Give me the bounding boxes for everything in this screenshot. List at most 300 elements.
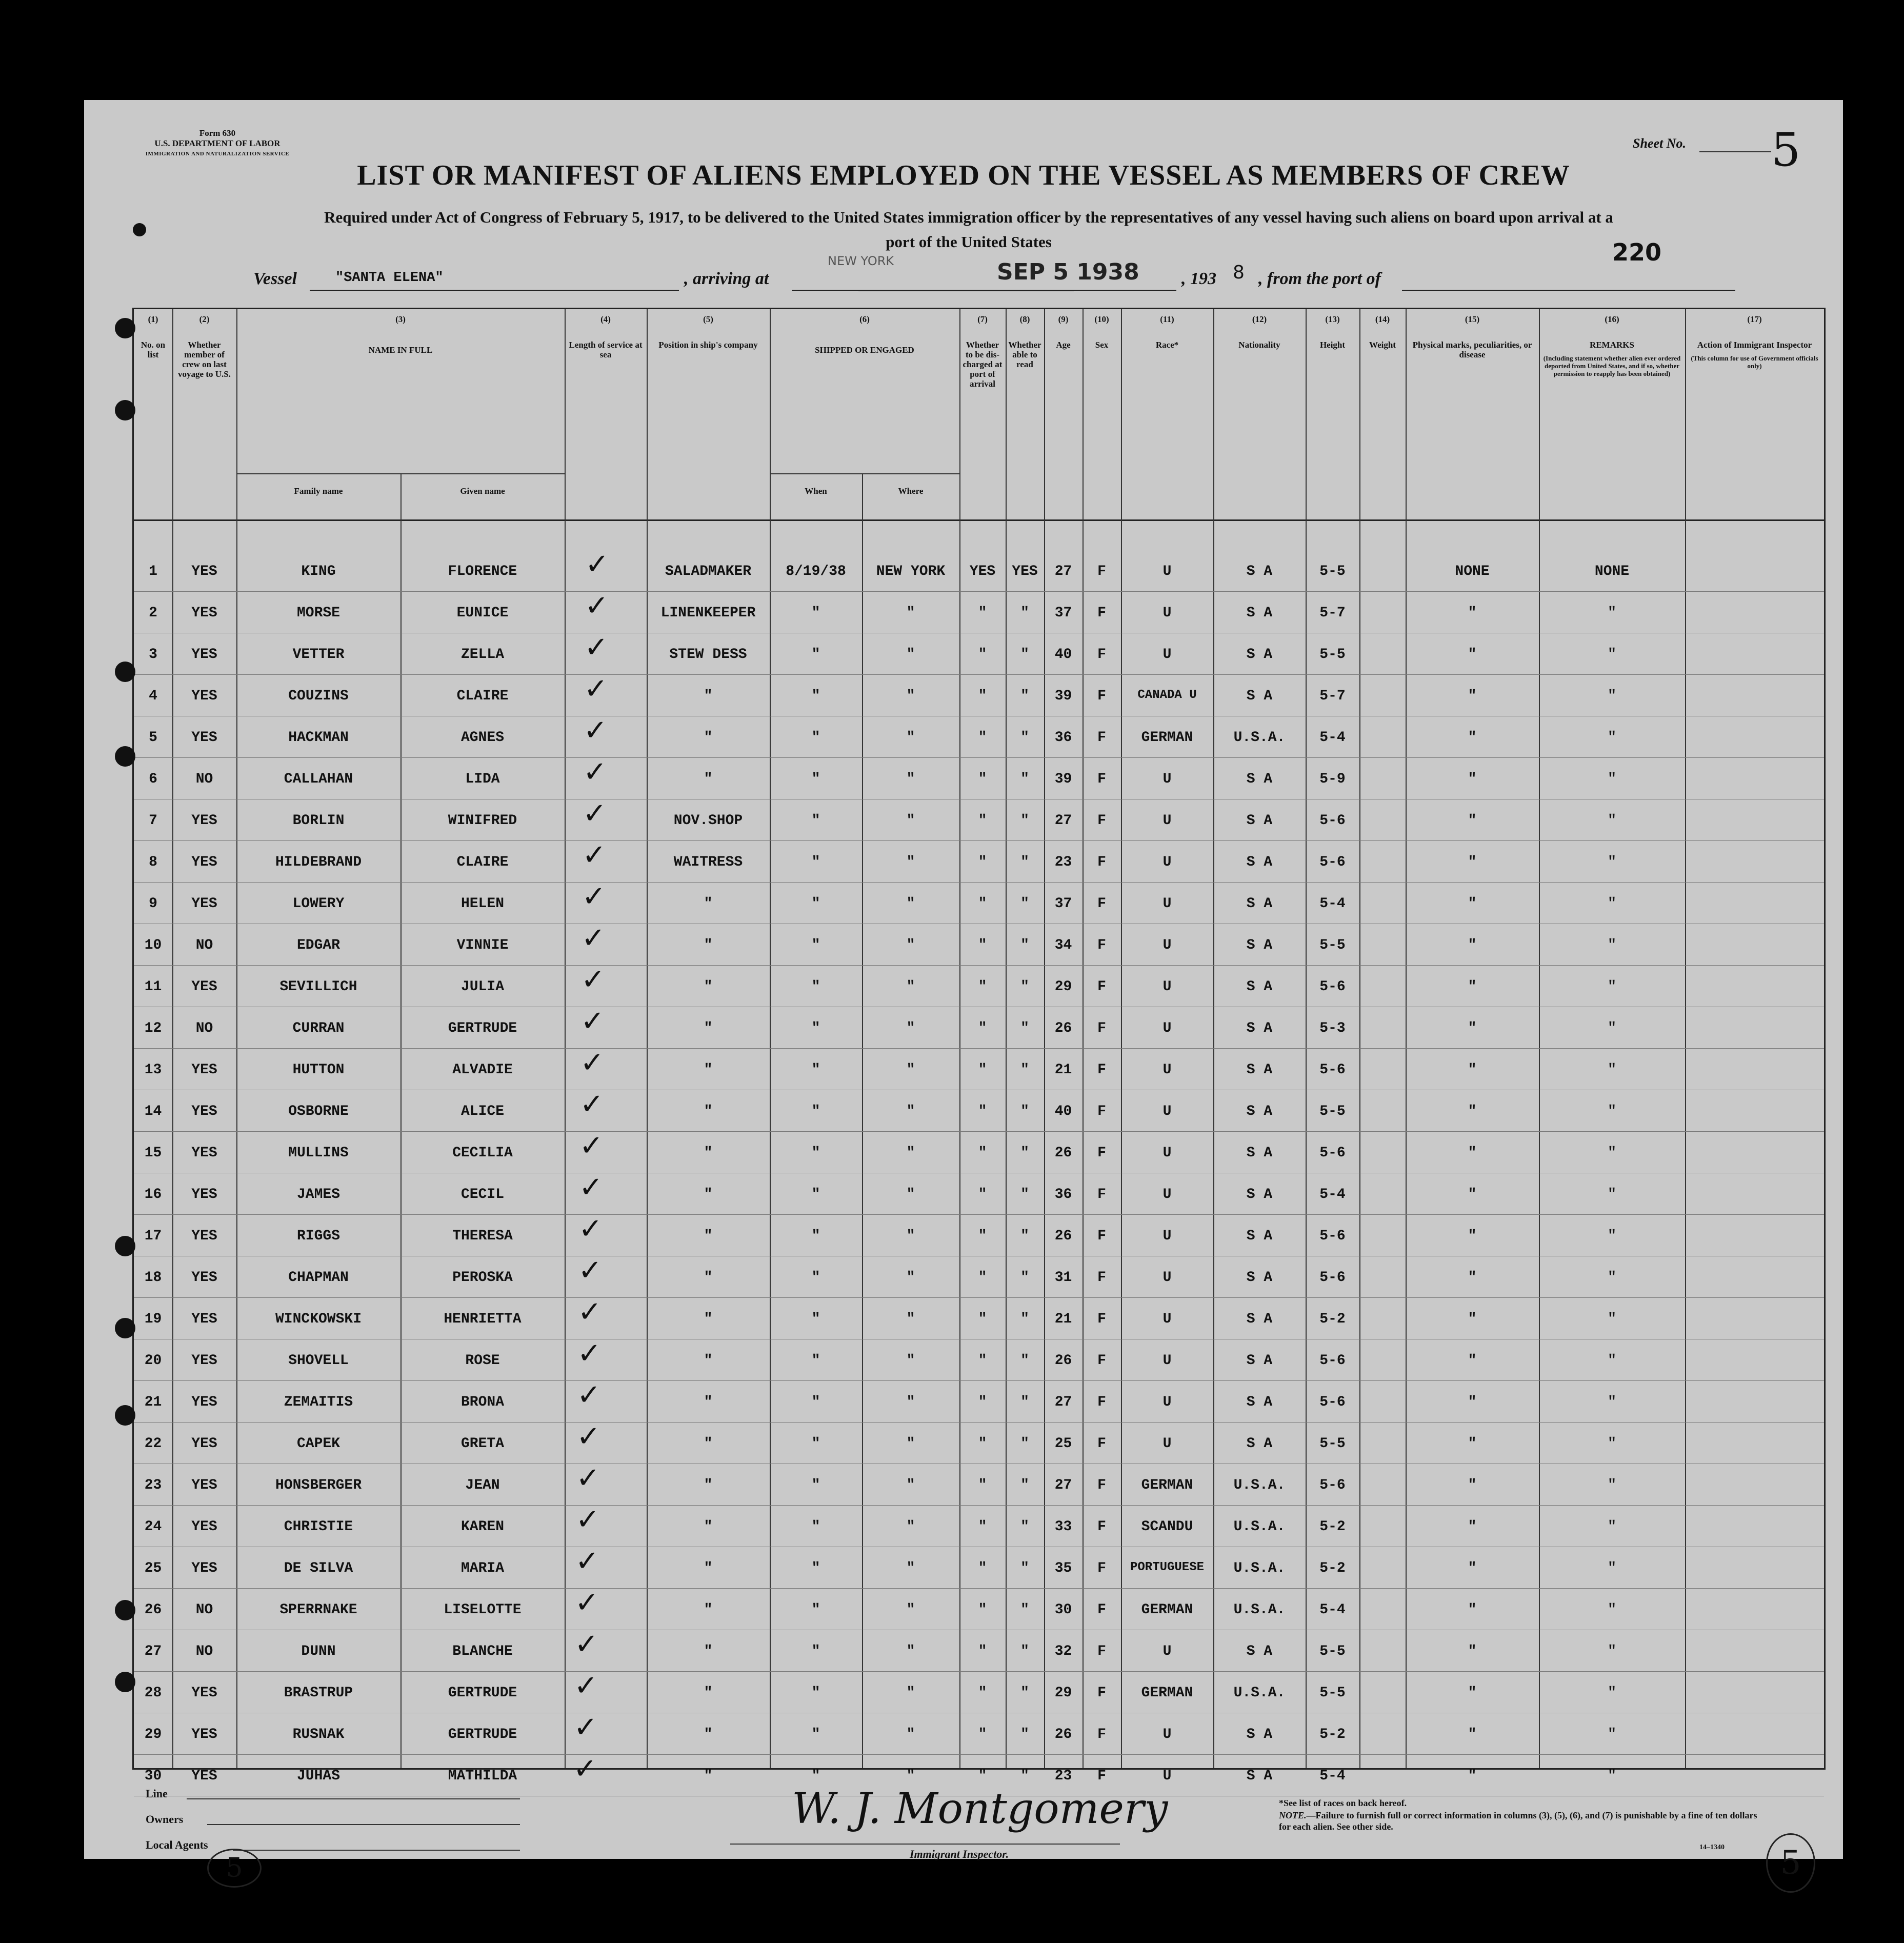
cell-sex: F xyxy=(1097,688,1106,704)
cell-nationality: U.S.A. xyxy=(1233,1685,1286,1701)
cell-crew: YES xyxy=(191,1104,217,1119)
cell-read: " xyxy=(1020,688,1029,704)
cell-when: " xyxy=(811,1685,820,1701)
cell-sex: F xyxy=(1097,937,1106,953)
column-header: Nationality xyxy=(1238,340,1280,350)
punch-hole xyxy=(115,1405,135,1426)
cell-remarks: " xyxy=(1608,1020,1616,1036)
cell-read: " xyxy=(1020,1353,1029,1369)
cell-race: GERMAN xyxy=(1141,1685,1193,1701)
cell-given: VINNIE xyxy=(456,937,509,953)
cell-sex: F xyxy=(1097,813,1106,829)
cell-age: 26 xyxy=(1054,1228,1072,1244)
cell-age: 40 xyxy=(1054,647,1072,663)
column-header: REMARKS xyxy=(1590,340,1634,350)
cell-remarks: " xyxy=(1608,1353,1616,1369)
cell-given: BRONA xyxy=(460,1394,504,1410)
cell-discharged: " xyxy=(978,1062,987,1078)
cell-sex: F xyxy=(1097,1560,1106,1576)
column-divider xyxy=(1006,309,1007,1768)
cell-crew: YES xyxy=(191,730,217,746)
cell-race: U xyxy=(1163,1228,1172,1244)
cell-family: CHRISTIE xyxy=(284,1519,353,1535)
service-checkmark: ✓ xyxy=(578,1254,603,1287)
cell-position: " xyxy=(704,979,713,995)
note-text: —Failure to furnish full or correct information in columns (3), (5), (6), and (7) is punishable by a fine of ten dollars for each alien. See other side. xyxy=(1279,1810,1757,1832)
cell-marks: " xyxy=(1468,688,1477,704)
cell-height: 5-5 xyxy=(1319,1644,1346,1659)
cell-age: 29 xyxy=(1054,979,1072,995)
cell-age: 26 xyxy=(1054,1727,1072,1742)
cell-where: " xyxy=(906,1560,915,1576)
cell-marks: " xyxy=(1468,1727,1477,1742)
cell-age: 30 xyxy=(1054,1602,1072,1618)
cell-remarks: " xyxy=(1608,1311,1616,1327)
cell-crew: YES xyxy=(191,854,217,870)
sheet-number-line xyxy=(1699,151,1771,152)
cell-height: 5-5 xyxy=(1319,1104,1346,1119)
cell-nationality: S A xyxy=(1246,1727,1273,1742)
cell-race: GERMAN xyxy=(1141,730,1193,746)
cell-race: PORTUGUESE xyxy=(1130,1560,1205,1574)
cell-no: 27 xyxy=(144,1644,162,1659)
cell-discharged: " xyxy=(978,1270,987,1286)
cell-marks: " xyxy=(1468,771,1477,787)
cell-nationality: S A xyxy=(1246,1270,1273,1286)
column-subheader: When xyxy=(805,486,827,496)
cell-height: 5-6 xyxy=(1319,1270,1346,1286)
cell-sex: F xyxy=(1097,1311,1106,1327)
cell-given: ZELLA xyxy=(460,647,504,663)
cell-discharged: " xyxy=(978,1145,987,1161)
inspector-signature: W. J. Montgomery xyxy=(792,1785,1168,1833)
row-divider xyxy=(134,1505,1824,1506)
cell-marks: " xyxy=(1468,1228,1477,1244)
cell-family: HUTTON xyxy=(292,1062,345,1078)
cell-where: " xyxy=(906,813,915,829)
cell-where: " xyxy=(906,896,915,912)
cell-nationality: S A xyxy=(1246,1020,1273,1036)
cell-position: WAITRESS xyxy=(673,854,743,870)
cell-when: " xyxy=(811,1228,820,1244)
cell-read: " xyxy=(1020,1145,1029,1161)
column-header: Whether able to read xyxy=(1008,340,1041,369)
cell-position: " xyxy=(704,1311,713,1327)
column-divider xyxy=(236,309,237,1768)
cell-crew: YES xyxy=(191,605,217,621)
cell-given: EUNICE xyxy=(456,605,509,621)
service-checkmark: ✓ xyxy=(574,1669,598,1702)
column-number: (3) xyxy=(395,314,406,324)
cell-discharged: " xyxy=(978,1519,987,1535)
service-checkmark: ✓ xyxy=(579,1171,603,1204)
cell-remarks: " xyxy=(1608,979,1616,995)
cell-given: PEROSKA xyxy=(452,1270,513,1286)
cell-when: " xyxy=(811,730,820,746)
cell-where: " xyxy=(906,1644,915,1659)
cell-discharged: " xyxy=(978,1311,987,1327)
cell-read: " xyxy=(1020,1477,1029,1493)
column-number: (2) xyxy=(199,314,210,324)
column-header: Whether to be dis-charged at port of arrival xyxy=(963,340,1003,389)
service-checkmark: ✓ xyxy=(578,1212,603,1246)
cell-crew: YES xyxy=(191,647,217,663)
cell-where: " xyxy=(906,1436,915,1452)
cell-no: 29 xyxy=(144,1727,162,1742)
cell-given: CECIL xyxy=(460,1187,504,1203)
cell-crew: YES xyxy=(191,979,217,995)
cell-height: 5-6 xyxy=(1319,1477,1346,1493)
cell-height: 5-4 xyxy=(1319,730,1346,746)
owners-underline xyxy=(207,1824,520,1825)
cell-nationality: S A xyxy=(1246,771,1273,787)
note-label: NOTE. xyxy=(1279,1810,1307,1820)
cell-marks: " xyxy=(1468,854,1477,870)
column-number: (6) xyxy=(859,314,870,324)
cell-crew: NO xyxy=(195,1020,213,1036)
punch-hole xyxy=(115,1318,135,1338)
cell-where: " xyxy=(906,1062,915,1078)
cell-sex: F xyxy=(1097,1685,1106,1701)
cell-crew: YES xyxy=(191,1685,217,1701)
cell-position: " xyxy=(704,1187,713,1203)
cell-height: 5-7 xyxy=(1319,688,1346,704)
cell-age: 23 xyxy=(1054,854,1072,870)
department-name: U.S. DEPARTMENT OF LABOR xyxy=(154,138,280,148)
cell-nationality: S A xyxy=(1246,1394,1273,1410)
cell-race: U xyxy=(1163,1270,1172,1286)
penalty-note xyxy=(1279,1810,1766,1832)
column-number: (4) xyxy=(600,314,611,324)
punch-hole xyxy=(133,223,146,236)
column-header: No. on list xyxy=(141,340,166,359)
cell-given: CLAIRE xyxy=(456,688,509,704)
cell-age: 27 xyxy=(1054,564,1072,579)
cell-position: " xyxy=(704,771,713,787)
row-divider xyxy=(134,1131,1824,1132)
cell-when: " xyxy=(811,771,820,787)
cell-remarks: " xyxy=(1608,647,1616,663)
cell-crew: NO xyxy=(195,937,213,953)
cell-crew: YES xyxy=(191,1145,217,1161)
cell-when: " xyxy=(811,1644,820,1659)
sheet-number-value: 5 xyxy=(1771,123,1801,177)
cell-discharged: " xyxy=(978,1228,987,1244)
cell-position: " xyxy=(704,1644,713,1659)
cell-nationality: S A xyxy=(1246,1353,1273,1369)
punch-hole xyxy=(115,1236,135,1256)
service-checkmark: ✓ xyxy=(583,714,608,747)
cell-height: 5-5 xyxy=(1319,1685,1346,1701)
cell-position: " xyxy=(704,1436,713,1452)
cell-remarks: " xyxy=(1608,1145,1616,1161)
row-divider xyxy=(134,591,1824,592)
cell-no: 23 xyxy=(144,1477,162,1493)
cell-age: 27 xyxy=(1054,1394,1072,1410)
cell-discharged: " xyxy=(978,647,987,663)
row-divider xyxy=(134,1754,1824,1755)
cell-when: " xyxy=(811,937,820,953)
cell-discharged: " xyxy=(978,1187,987,1203)
service-checkmark: ✓ xyxy=(573,1711,598,1744)
cell-discharged: " xyxy=(978,1644,987,1659)
cell-sex: F xyxy=(1097,1353,1106,1369)
cell-when: " xyxy=(811,854,820,870)
cell-height: 5-2 xyxy=(1319,1560,1346,1576)
cell-when: " xyxy=(811,688,820,704)
cell-no: 30 xyxy=(144,1768,162,1784)
column-divider xyxy=(959,309,960,1768)
cell-family: VETTER xyxy=(292,647,345,663)
cell-read: " xyxy=(1020,771,1029,787)
cell-given: LISELOTTE xyxy=(444,1602,522,1618)
cell-height: 5-6 xyxy=(1319,1394,1346,1410)
cell-nationality: S A xyxy=(1246,1228,1273,1244)
form-code: 14–1340 xyxy=(1699,1844,1725,1851)
cell-age: 29 xyxy=(1054,1685,1072,1701)
cell-given: GERTRUDE xyxy=(448,1020,517,1036)
column-header-note: (This column for use of Government officials only) xyxy=(1691,354,1818,370)
cell-where: " xyxy=(906,854,915,870)
cell-read: " xyxy=(1020,854,1029,870)
cell-nationality: S A xyxy=(1246,813,1273,829)
column-divider xyxy=(647,309,648,1768)
cell-marks: " xyxy=(1468,1104,1477,1119)
cell-read: " xyxy=(1020,1560,1029,1576)
cell-height: 5-6 xyxy=(1319,854,1346,870)
cell-age: 34 xyxy=(1054,937,1072,953)
cell-nationality: S A xyxy=(1246,1145,1273,1161)
cell-given: ROSE xyxy=(465,1353,500,1369)
cell-sex: F xyxy=(1097,1187,1106,1203)
column-number: (12) xyxy=(1252,314,1267,324)
cell-remarks: " xyxy=(1608,854,1616,870)
cell-family: ZEMAITIS xyxy=(284,1394,353,1410)
cell-discharged: " xyxy=(978,979,987,995)
cell-discharged: " xyxy=(978,1394,987,1410)
column-number: (15) xyxy=(1465,314,1480,324)
cell-read: YES xyxy=(1012,564,1038,579)
cell-where: " xyxy=(906,1104,915,1119)
cell-height: 5-2 xyxy=(1319,1311,1346,1327)
vessel-name: "SANTA ELENA" xyxy=(335,270,444,286)
cell-marks: NONE xyxy=(1455,564,1490,579)
cell-read: " xyxy=(1020,1644,1029,1659)
service-checkmark: ✓ xyxy=(582,838,607,872)
service-checkmark: ✓ xyxy=(579,1088,604,1121)
cell-discharged: " xyxy=(978,1560,987,1576)
cell-discharged: " xyxy=(978,1104,987,1119)
cell-nationality: S A xyxy=(1246,1104,1273,1119)
cell-age: 39 xyxy=(1054,771,1072,787)
cell-remarks: " xyxy=(1608,1104,1616,1119)
service-checkmark: ✓ xyxy=(575,1503,600,1536)
cell-sex: F xyxy=(1097,1519,1106,1535)
cell-nationality: S A xyxy=(1246,1768,1273,1784)
cell-family: HACKMAN xyxy=(288,730,349,746)
cell-position: " xyxy=(704,1020,713,1036)
cell-no: 28 xyxy=(144,1685,162,1701)
cell-age: 36 xyxy=(1054,1187,1072,1203)
column-divider xyxy=(1044,309,1045,1768)
cell-no: 24 xyxy=(144,1519,162,1535)
cell-crew: NO xyxy=(195,771,213,787)
column-subheader: Given name xyxy=(460,486,505,496)
column-header: Whether member of crew on last voyage to U.S. xyxy=(178,340,231,379)
cell-discharged: " xyxy=(978,1020,987,1036)
cell-where: " xyxy=(906,730,915,746)
cell-age: 40 xyxy=(1054,1104,1072,1119)
punch-hole xyxy=(115,1672,135,1692)
cell-discharged: " xyxy=(978,854,987,870)
column-header: Weight xyxy=(1369,340,1396,350)
cell-remarks: " xyxy=(1608,813,1616,829)
date-underline xyxy=(981,290,1176,291)
cell-discharged: " xyxy=(978,771,987,787)
cell-race: U xyxy=(1163,1436,1172,1452)
cell-when: " xyxy=(811,605,820,621)
cell-read: " xyxy=(1020,1394,1029,1410)
from-port-label: , from the port of xyxy=(1258,269,1381,288)
service-checkmark: ✓ xyxy=(584,672,608,706)
cell-read: " xyxy=(1020,730,1029,746)
cell-nationality: U.S.A. xyxy=(1233,1560,1286,1576)
arriving-port: NEW YORK xyxy=(828,254,894,268)
group-header-underline xyxy=(770,473,959,474)
service-checkmark: ✓ xyxy=(585,548,609,581)
cell-when: " xyxy=(811,813,820,829)
cell-position: " xyxy=(704,1602,713,1618)
cell-nationality: S A xyxy=(1246,1311,1273,1327)
cell-nationality: S A xyxy=(1246,1436,1273,1452)
cell-race: U xyxy=(1163,937,1172,953)
cell-nationality: S A xyxy=(1246,1644,1273,1659)
service-checkmark: ✓ xyxy=(583,755,607,789)
row-divider xyxy=(134,757,1824,758)
column-number: (1) xyxy=(148,314,158,324)
cell-sex: F xyxy=(1097,564,1106,579)
cell-crew: YES xyxy=(191,813,217,829)
cell-sex: F xyxy=(1097,771,1106,787)
cell-age: 39 xyxy=(1054,688,1072,704)
cell-crew: YES xyxy=(191,1228,217,1244)
cell-age: 26 xyxy=(1054,1020,1072,1036)
cell-family: RUSNAK xyxy=(292,1727,345,1742)
cell-read: " xyxy=(1020,1768,1029,1784)
cell-crew: YES xyxy=(191,1062,217,1078)
cell-race: U xyxy=(1163,854,1172,870)
cell-position: " xyxy=(704,1145,713,1161)
cell-marks: " xyxy=(1468,1644,1477,1659)
cell-remarks: " xyxy=(1608,1644,1616,1659)
cell-remarks: " xyxy=(1608,771,1616,787)
cell-where: " xyxy=(906,1602,915,1618)
cell-race: U xyxy=(1163,813,1172,829)
cell-height: 5-7 xyxy=(1319,605,1346,621)
cell-remarks: " xyxy=(1608,1062,1616,1078)
cell-read: " xyxy=(1020,1436,1029,1452)
cell-no: 22 xyxy=(144,1436,162,1452)
cell-marks: " xyxy=(1468,1768,1477,1784)
manifest-sheet xyxy=(84,100,1843,1884)
cell-nationality: S A xyxy=(1246,896,1273,912)
cell-no: 15 xyxy=(144,1145,162,1161)
cell-position: " xyxy=(704,1270,713,1286)
cell-sex: F xyxy=(1097,1145,1106,1161)
column-header: Action of Immigrant Inspector xyxy=(1697,340,1812,350)
cell-position: " xyxy=(704,1353,713,1369)
cell-discharged: " xyxy=(978,1436,987,1452)
cell-given: JEAN xyxy=(465,1477,500,1493)
cell-sex: F xyxy=(1097,896,1106,912)
cell-marks: " xyxy=(1468,1519,1477,1535)
cell-sex: F xyxy=(1097,854,1106,870)
cell-no: 13 xyxy=(144,1062,162,1078)
local-agents-label: Local Agents xyxy=(146,1838,208,1851)
column-number: (14) xyxy=(1375,314,1390,324)
cell-remarks: " xyxy=(1608,688,1616,704)
cell-when: " xyxy=(811,979,820,995)
cell-marks: " xyxy=(1468,937,1477,953)
cell-height: 5-6 xyxy=(1319,1228,1346,1244)
cell-where: " xyxy=(906,1727,915,1742)
cell-marks: " xyxy=(1468,1187,1477,1203)
arriving-label: , arriving at xyxy=(684,269,769,288)
cell-family: DE SILVA xyxy=(284,1560,353,1576)
cell-crew: YES xyxy=(191,1187,217,1203)
cell-remarks: " xyxy=(1608,1436,1616,1452)
service-checkmark: ✓ xyxy=(585,589,609,623)
cell-read: " xyxy=(1020,1727,1029,1742)
cell-no: 16 xyxy=(144,1187,162,1203)
cell-no: 25 xyxy=(144,1560,162,1576)
cell-discharged: " xyxy=(978,813,987,829)
cell-nationality: U.S.A. xyxy=(1233,1602,1286,1618)
cell-age: 33 xyxy=(1054,1519,1072,1535)
cell-read: " xyxy=(1020,1311,1029,1327)
cell-crew: YES xyxy=(191,1727,217,1742)
cell-height: 5-5 xyxy=(1319,647,1346,663)
cell-family: MULLINS xyxy=(288,1145,349,1161)
cell-no: 11 xyxy=(144,979,162,995)
cell-family: JAMES xyxy=(296,1187,340,1203)
cell-no: 6 xyxy=(149,771,157,787)
cell-remarks: " xyxy=(1608,1685,1616,1701)
cell-sex: F xyxy=(1097,1270,1106,1286)
cell-height: 5-6 xyxy=(1319,813,1346,829)
column-divider xyxy=(1539,309,1540,1768)
service-checkmark: ✓ xyxy=(579,1129,604,1163)
stamp-number: 220 xyxy=(1612,238,1662,266)
cell-remarks: " xyxy=(1608,1560,1616,1576)
cell-when: " xyxy=(811,1353,820,1369)
cell-where: " xyxy=(906,979,915,995)
sheet-number-label: Sheet No. xyxy=(1633,136,1686,151)
cell-when: " xyxy=(811,1394,820,1410)
cell-no: 1 xyxy=(149,564,157,579)
row-divider xyxy=(134,1214,1824,1215)
column-header: Physical marks, peculiarities, or disease xyxy=(1412,340,1532,359)
cell-remarks: " xyxy=(1608,1727,1616,1742)
cell-age: 27 xyxy=(1054,1477,1072,1493)
cell-discharged: " xyxy=(978,1477,987,1493)
service-checkmark: ✓ xyxy=(584,631,609,664)
column-header-note: (Including statement whether alien ever ordered deported from United States, and if so, whether permission to reapply has been obtained) xyxy=(1543,354,1681,377)
cell-family: HILDEBRAND xyxy=(275,854,362,870)
column-divider xyxy=(1083,309,1084,1768)
cell-height: 5-5 xyxy=(1319,1436,1346,1452)
cell-remarks: " xyxy=(1608,1602,1616,1618)
